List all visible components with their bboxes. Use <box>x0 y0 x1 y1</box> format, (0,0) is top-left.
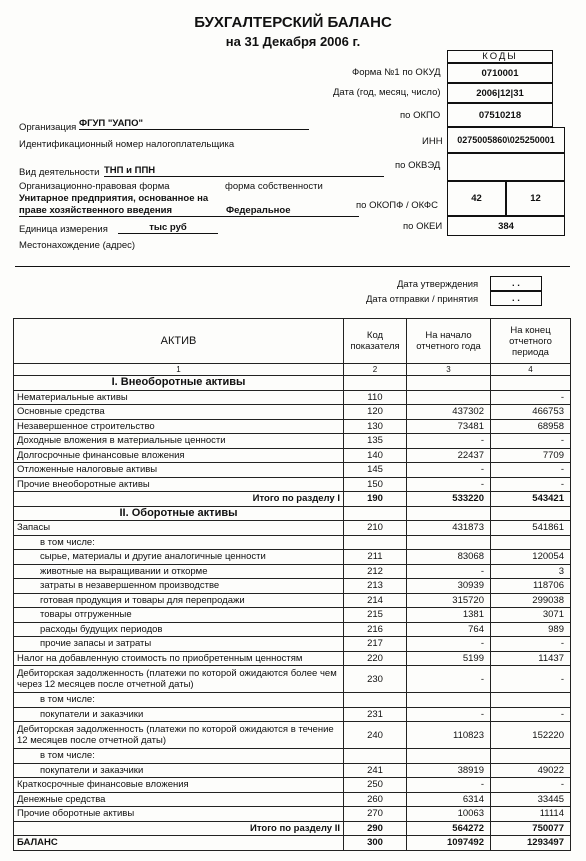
cell-end: 466753 <box>491 405 571 420</box>
cell-start: - <box>407 637 491 652</box>
org-label: Организация <box>19 122 77 133</box>
cell-name: животные на выращивании и откорме <box>14 564 344 579</box>
col-number-2: 2 <box>344 364 407 376</box>
table-row <box>14 722 571 749</box>
cell-start: 437302 <box>407 405 491 420</box>
cell-start: - <box>407 463 491 478</box>
cell-start <box>407 535 491 550</box>
cell-name: Прочие внеоборотные активы <box>14 477 344 492</box>
cell-start: - <box>407 778 491 793</box>
okved-label: по ОКВЭД <box>395 160 441 171</box>
section-1-title: I. Внеоборотные активы <box>14 376 344 391</box>
cell-name: Отложенные налоговые активы <box>14 463 344 478</box>
cell-code: 130 <box>344 419 407 434</box>
activity-label: Вид деятельности <box>19 167 100 178</box>
cell-name: в том числе: <box>14 693 344 708</box>
okei-value: 384 <box>447 216 565 236</box>
cell-start: 6314 <box>407 792 491 807</box>
cell-end: 11114 <box>491 807 571 822</box>
col-header-asset: АКТИВ <box>14 319 344 364</box>
table-row <box>14 521 571 536</box>
cell-end: 541861 <box>491 521 571 536</box>
approval-value: . . <box>490 276 542 291</box>
table-row <box>14 550 571 565</box>
legal-form-label: Организационно-правовая форма <box>19 181 170 192</box>
codes-header: КОДЫ <box>447 50 553 63</box>
cell-start: 564272 <box>407 821 491 836</box>
cell-end: 11437 <box>491 651 571 666</box>
cell-end: 68958 <box>491 419 571 434</box>
cell-start: 1097492 <box>407 836 491 851</box>
table-row <box>14 792 571 807</box>
table-row <box>14 593 571 608</box>
cell-start <box>407 693 491 708</box>
cell-code <box>344 535 407 550</box>
table-row <box>14 666 571 693</box>
table-row <box>14 579 571 594</box>
org-value: ФГУП "УАПО" <box>79 118 309 130</box>
table-row <box>14 477 571 492</box>
cell-start: 431873 <box>407 521 491 536</box>
cell-start: 315720 <box>407 593 491 608</box>
date-label: Дата (год, месяц, число) <box>333 87 441 98</box>
col-header-end: На конец отчетного периода <box>491 319 571 364</box>
section-total-row <box>14 492 571 507</box>
table-row <box>14 434 571 449</box>
cell-name: затраты в незавершенном производстве <box>14 579 344 594</box>
cell-start: - <box>407 707 491 722</box>
cell-name: в том числе: <box>14 535 344 550</box>
cell-code: 217 <box>344 637 407 652</box>
cell-name: в том числе: <box>14 749 344 764</box>
cell-code: 212 <box>344 564 407 579</box>
cell-name: Дебиторская задолженность (платежи по которой ожидаются более чем через 12 месяцев после отчетной даты) <box>14 666 344 693</box>
table-row <box>14 637 571 652</box>
cell-code: 211 <box>344 550 407 565</box>
table-row <box>14 651 571 666</box>
okopf-value: 42 <box>447 181 506 216</box>
section-2-title: II. Оборотные активы <box>14 506 344 521</box>
cell-code: 220 <box>344 651 407 666</box>
col-number-4: 4 <box>491 364 571 376</box>
table-row <box>14 763 571 778</box>
cell-start: 22437 <box>407 448 491 463</box>
cell-start: - <box>407 666 491 693</box>
cell-code: 214 <box>344 593 407 608</box>
cell-name: Долгосрочные финансовые вложения <box>14 448 344 463</box>
cell-name: БАЛАНС <box>14 836 344 851</box>
cell-code: 213 <box>344 579 407 594</box>
cell-end: 120054 <box>491 550 571 565</box>
okfs-value: 12 <box>506 181 565 216</box>
cell-end: 118706 <box>491 579 571 594</box>
table-row <box>14 749 571 764</box>
cell-code: 135 <box>344 434 407 449</box>
cell-name: Итого по разделу II <box>14 821 344 836</box>
cell-name: покупатели и заказчики <box>14 707 344 722</box>
cell-start: 5199 <box>407 651 491 666</box>
okpo-value: 07510218 <box>447 103 553 127</box>
cell-code <box>344 693 407 708</box>
page-subtitle: на 31 Декабря 2006 г. <box>225 34 361 49</box>
cell-end <box>491 749 571 764</box>
cell-name: сырье, материалы и другие аналогичные ценности <box>14 550 344 565</box>
cell-name: расходы будущих периодов <box>14 622 344 637</box>
cell-end: - <box>491 390 571 405</box>
table-row <box>14 707 571 722</box>
cell-start: - <box>407 564 491 579</box>
cell-end: 7709 <box>491 448 571 463</box>
inn-label: ИНН <box>422 136 443 147</box>
ownership-label: форма собственности <box>225 181 323 192</box>
cell-name: покупатели и заказчики <box>14 763 344 778</box>
unit-label: Единица измерения <box>19 224 108 235</box>
address-line <box>15 266 570 267</box>
balance-row <box>14 836 571 851</box>
cell-start <box>407 390 491 405</box>
cell-code: 140 <box>344 448 407 463</box>
cell-end: - <box>491 434 571 449</box>
sent-label: Дата отправки / принятия <box>366 294 479 305</box>
cell-end: 3071 <box>491 608 571 623</box>
cell-end: 152220 <box>491 722 571 749</box>
cell-name: прочие запасы и затраты <box>14 637 344 652</box>
cell-start: 110823 <box>407 722 491 749</box>
cell-code: 215 <box>344 608 407 623</box>
approval-label: Дата утверждения <box>397 279 479 290</box>
cell-code: 241 <box>344 763 407 778</box>
cell-code <box>344 749 407 764</box>
cell-code: 260 <box>344 792 407 807</box>
location-label: Местонахождение (адрес) <box>19 240 136 251</box>
table-row <box>14 778 571 793</box>
cell-code: 216 <box>344 622 407 637</box>
cell-end: - <box>491 778 571 793</box>
table-row <box>14 564 571 579</box>
empty-cell <box>491 506 571 521</box>
cell-code: 300 <box>344 836 407 851</box>
okei-label: по ОКЕИ <box>403 221 443 232</box>
cell-start: 10063 <box>407 807 491 822</box>
cell-code: 145 <box>344 463 407 478</box>
okopf-label: по ОКОПФ / ОКФС <box>356 200 438 211</box>
table-row <box>14 405 571 420</box>
cell-name: Основные средства <box>14 405 344 420</box>
cell-start: 73481 <box>407 419 491 434</box>
cell-name: Краткосрочные финансовые вложения <box>14 778 344 793</box>
cell-name: Нематериальные активы <box>14 390 344 405</box>
cell-name: Налог на добавленную стоимость по приобретенным ценностям <box>14 651 344 666</box>
cell-start: 83068 <box>407 550 491 565</box>
table-row <box>14 390 571 405</box>
sent-value: . . <box>490 291 542 306</box>
cell-start: 38919 <box>407 763 491 778</box>
cell-end: 299038 <box>491 593 571 608</box>
cell-name: Денежные средства <box>14 792 344 807</box>
table-row <box>14 608 571 623</box>
cell-name: готовая продукция и товары для перепродажи <box>14 593 344 608</box>
cell-end: 750077 <box>491 821 571 836</box>
activity-value: ТНП и ППН <box>104 165 384 177</box>
cell-code: 150 <box>344 477 407 492</box>
inn-caption: Идентификационный номер налогоплательщика <box>19 139 235 150</box>
inn-value: 0275005860\025250001 <box>447 127 565 153</box>
table-row <box>14 448 571 463</box>
cell-end: 3 <box>491 564 571 579</box>
cell-end: - <box>491 666 571 693</box>
cell-name: Прочие оборотные активы <box>14 807 344 822</box>
cell-end: 1293497 <box>491 836 571 851</box>
unit-value: тыс руб <box>118 222 218 234</box>
cell-start <box>407 749 491 764</box>
col-number-1: 1 <box>14 364 344 376</box>
cell-end: - <box>491 477 571 492</box>
cell-code: 250 <box>344 778 407 793</box>
cell-code: 110 <box>344 390 407 405</box>
col-header-start: На начало отчетного года <box>407 319 491 364</box>
table-row <box>14 693 571 708</box>
cell-name: Запасы <box>14 521 344 536</box>
cell-code: 190 <box>344 492 407 507</box>
okved-value <box>447 153 565 181</box>
cell-end: - <box>491 637 571 652</box>
cell-code: 290 <box>344 821 407 836</box>
cell-code: 231 <box>344 707 407 722</box>
table-row <box>14 535 571 550</box>
empty-cell <box>407 506 491 521</box>
cell-end: 33445 <box>491 792 571 807</box>
page-title: БУХГАЛТЕРСКИЙ БАЛАНС <box>194 14 392 31</box>
empty-cell <box>344 506 407 521</box>
cell-start: 1381 <box>407 608 491 623</box>
cell-start: 533220 <box>407 492 491 507</box>
col-header-code: Код показателя <box>344 319 407 364</box>
cell-name: Незавершенное строительство <box>14 419 344 434</box>
cell-start: - <box>407 434 491 449</box>
section-2-header-row <box>14 506 571 521</box>
section-total-row <box>14 821 571 836</box>
date-value: 2006|12|31 <box>447 83 553 103</box>
table-row <box>14 463 571 478</box>
cell-start: 764 <box>407 622 491 637</box>
cell-start: - <box>407 477 491 492</box>
legal-form-value-2: праве хозяйственного введения <box>19 205 359 217</box>
cell-start: 30939 <box>407 579 491 594</box>
cell-code: 210 <box>344 521 407 536</box>
table-row <box>14 807 571 822</box>
cell-code: 120 <box>344 405 407 420</box>
col-number-3: 3 <box>407 364 491 376</box>
cell-end: 989 <box>491 622 571 637</box>
cell-end <box>491 535 571 550</box>
cell-name: Дебиторская задолженность (платежи по которой ожидаются в течение 12 месяцев после отчетной даты) <box>14 722 344 749</box>
cell-code: 230 <box>344 666 407 693</box>
cell-code: 240 <box>344 722 407 749</box>
cell-end <box>491 693 571 708</box>
ownership-value: Федеральное <box>226 205 291 216</box>
balance-table <box>13 318 571 851</box>
cell-code: 270 <box>344 807 407 822</box>
cell-end: - <box>491 707 571 722</box>
legal-form-value-1: Унитарное предприятия, основанное на <box>19 193 209 204</box>
cell-name: Итого по разделу I <box>14 492 344 507</box>
cell-name: товары отгруженные <box>14 608 344 623</box>
cell-end: 49022 <box>491 763 571 778</box>
okud-label: Форма №1 по ОКУД <box>352 67 441 78</box>
cell-end: - <box>491 463 571 478</box>
table-row <box>14 622 571 637</box>
table-row <box>14 419 571 434</box>
cell-end: 543421 <box>491 492 571 507</box>
cell-name: Доходные вложения в материальные ценности <box>14 434 344 449</box>
okpo-label: по ОКПО <box>400 110 441 121</box>
okud-value: 0710001 <box>447 63 553 83</box>
